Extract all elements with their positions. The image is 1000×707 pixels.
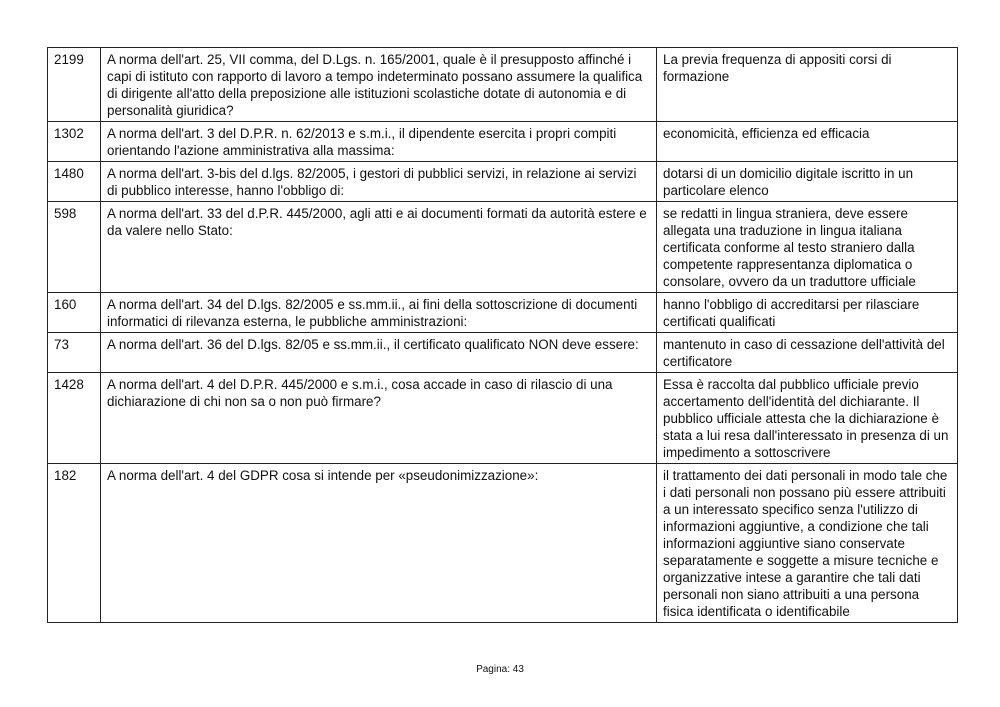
question-text: A norma dell'art. 3 del D.P.R. n. 62/2013 e s.m.i., il dipendente esercita i propri compiti orientando l'azione amministrativa alla massima: xyxy=(101,122,657,162)
question-id: 598 xyxy=(48,202,101,293)
answer-text: hanno l'obbligo di accreditarsi per rilasciare certificati qualificati xyxy=(657,293,958,333)
table-row xyxy=(48,48,958,122)
question-id: 160 xyxy=(48,293,101,333)
table-row xyxy=(48,122,958,162)
table-row xyxy=(48,373,958,464)
answer-text: dotarsi di un domicilio digitale iscritto in un particolare elenco xyxy=(657,162,958,202)
table-row xyxy=(48,202,958,293)
answer-text: mantenuto in caso di cessazione dell'attività del certificatore xyxy=(657,333,958,373)
question-id: 2199 xyxy=(48,48,101,122)
question-text: A norma dell'art. 25, VII comma, del D.Lgs. n. 165/2001, quale è il presupposto affinché i capi di istituto con rapporto di lavoro a tempo indeterminato possano assumere la qualifica di dirigente all'atto della preposizione alle istituzioni scolastiche dotate di autonomia e di personalità giuridica? xyxy=(101,48,657,122)
question-text: A norma dell'art. 34 del D.lgs. 82/2005 e ss.mm.ii., ai fini della sottoscrizione di documenti informatici di rilevanza esterna, le pubbliche amministrazioni: xyxy=(101,293,657,333)
question-text: A norma dell'art. 36 del D.lgs. 82/05 e ss.mm.ii., il certificato qualificato NON deve essere: xyxy=(101,333,657,373)
question-text: A norma dell'art. 4 del GDPR cosa si intende per «pseudonimizzazione»: xyxy=(101,464,657,623)
answer-text: se redatti in lingua straniera, deve essere allegata una traduzione in lingua italiana certificata conforme al testo straniero dalla competente rappresentanza diplomatica o consolare, ovvero da un traduttore ufficiale xyxy=(657,202,958,293)
question-text: A norma dell'art. 4 del D.P.R. 445/2000 e s.m.i., cosa accade in caso di rilascio di una dichiarazione di chi non sa o non può firmare? xyxy=(101,373,657,464)
question-text: A norma dell'art. 33 del d.P.R. 445/2000, agli atti e ai documenti formati da autorità estere e da valere nello Stato: xyxy=(101,202,657,293)
answer-text: Essa è raccolta dal pubblico ufficiale previo accertamento dell'identità del dichiarante. Il pubblico ufficiale attesta che la dichiarazione è stata a lui resa dall'interessato in presenza di un impedimento a sottoscrivere xyxy=(657,373,958,464)
question-id: 1302 xyxy=(48,122,101,162)
answer-text: economicità, efficienza ed efficacia xyxy=(657,122,958,162)
page-number: Pagina: 43 xyxy=(476,664,524,675)
question-text: A norma dell'art. 3-bis del d.lgs. 82/2005, i gestori di pubblici servizi, in relazione ai servizi di pubblico interesse, hanno l'obbligo di: xyxy=(101,162,657,202)
table-row xyxy=(48,162,958,202)
table-row xyxy=(48,464,958,623)
question-id: 1480 xyxy=(48,162,101,202)
answer-text: La previa frequenza di appositi corsi di formazione xyxy=(657,48,958,122)
table-row xyxy=(48,293,958,333)
question-id: 73 xyxy=(48,333,101,373)
answer-text: il trattamento dei dati personali in modo tale che i dati personali non possano più essere attribuiti a un interessato specifico senza l'utilizzo di informazioni aggiuntive, a condizione che tali informazioni aggiuntive siano conservate separatamente e soggette a misure tecniche e organizzative intese a garantire che tali dati personali non siano attribuiti a una persona fisica identificata o identificabile xyxy=(657,464,958,623)
questions-table xyxy=(47,47,958,623)
question-id: 1428 xyxy=(48,373,101,464)
table-row xyxy=(48,333,958,373)
question-id: 182 xyxy=(48,464,101,623)
